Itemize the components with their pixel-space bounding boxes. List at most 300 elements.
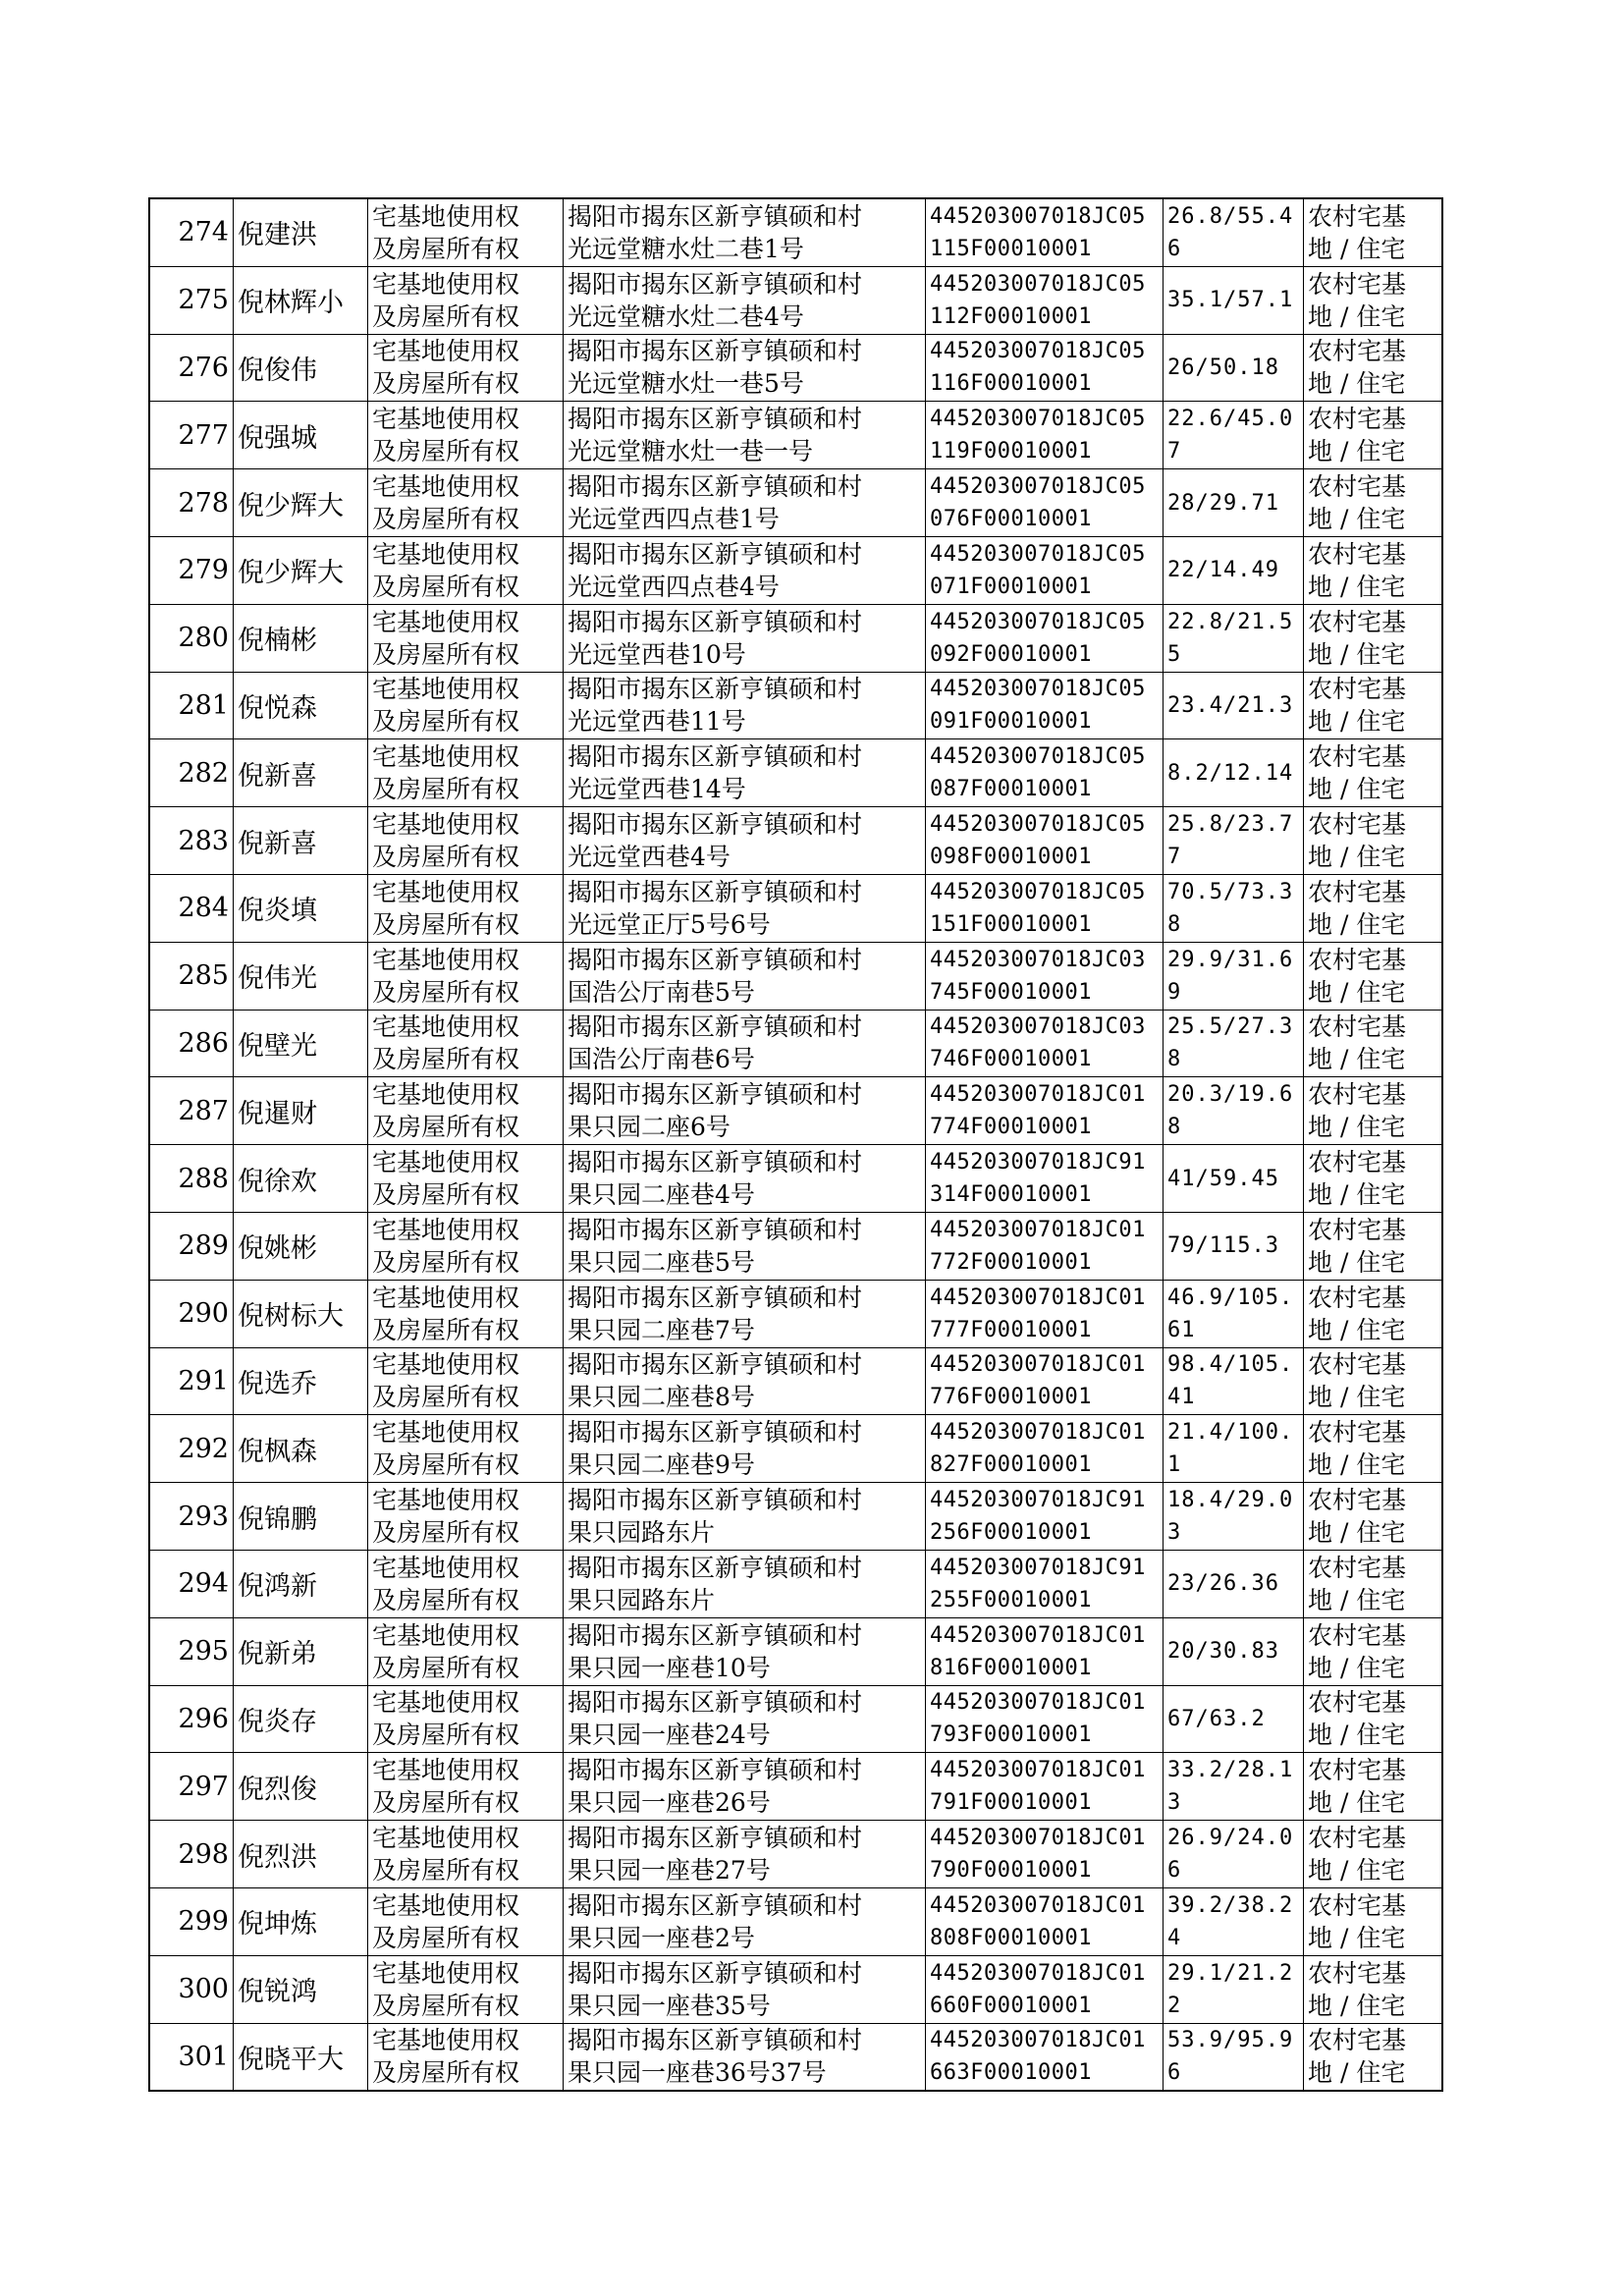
right-type-cell [368, 807, 564, 875]
right-type-cell [368, 1145, 564, 1213]
row-number-cell: 300 [149, 1955, 234, 2023]
land-use-cell [1304, 1077, 1443, 1145]
property-address-cell [564, 1617, 926, 1685]
row-number-cell: 298 [149, 1821, 234, 1888]
owner-name-cell: 倪晓平大 [234, 2023, 368, 2091]
property-address-line: 揭阳市揭东区新亨镇硕和村 [568, 1824, 863, 1853]
right-type-line: 宅基地使用权 [372, 405, 520, 434]
land-use-line: 地 / 住宅 [1308, 572, 1406, 601]
property-address-cell [564, 1550, 926, 1617]
right-type-cell [368, 334, 564, 402]
unit-code-line: 445203007018JC01 [930, 1826, 1146, 1851]
land-building-area-line: 29.1/21.2 [1167, 1960, 1294, 1986]
table-row [149, 1280, 1442, 1347]
table-row [149, 1415, 1442, 1483]
unit-code-line: 445203007018JC01 [930, 1960, 1146, 1986]
unit-code-line: 445203007018JC05 [930, 541, 1146, 567]
property-address-line: 光远堂西巷14号 [568, 775, 746, 804]
right-type-line: 宅基地使用权 [372, 1215, 520, 1244]
right-type-line: 及房屋所有权 [372, 1113, 520, 1142]
owner-name-cell: 倪新喜 [234, 739, 368, 807]
land-building-area-line: 20.3/19.6 [1167, 1082, 1294, 1108]
unit-code-cell [926, 334, 1164, 402]
unit-code-line: 445203007018JC05 [930, 812, 1146, 838]
owner-name-cell: 倪强城 [234, 402, 368, 469]
row-number-cell: 291 [149, 1347, 234, 1415]
property-address-line: 揭阳市揭东区新亨镇硕和村 [568, 945, 863, 974]
right-type-line: 及房屋所有权 [372, 1247, 520, 1277]
unit-code-cell [926, 1077, 1164, 1145]
property-address-line: 揭阳市揭东区新亨镇硕和村 [568, 1283, 863, 1312]
property-address-line: 光远堂西巷10号 [568, 639, 746, 669]
right-type-cell [368, 1415, 564, 1483]
property-address-line: 揭阳市揭东区新亨镇硕和村 [568, 1148, 863, 1177]
land-building-area-cell [1164, 469, 1304, 537]
land-use-line: 农村宅基 [1308, 1012, 1407, 1042]
property-address-cell [564, 469, 926, 537]
right-type-line: 及房屋所有权 [372, 1991, 520, 2020]
table-row [149, 1483, 1442, 1551]
property-address-line: 揭阳市揭东区新亨镇硕和村 [568, 472, 863, 502]
owner-name-cell: 倪姚彬 [234, 1212, 368, 1280]
land-building-area-line: 23.4/21.3 [1167, 692, 1294, 718]
property-address-cell [564, 1010, 926, 1077]
owner-name-cell: 倪少辉大 [234, 536, 368, 604]
right-type-line: 及房屋所有权 [372, 505, 520, 534]
land-building-area-cell [1164, 1887, 1304, 1955]
unit-code-line: 445203007018JC01 [930, 1892, 1146, 1918]
unit-code-cell [926, 1550, 1164, 1617]
land-use-line: 地 / 住宅 [1308, 1113, 1406, 1142]
owner-name-cell: 倪暹财 [234, 1077, 368, 1145]
property-address-cell [564, 1280, 926, 1347]
row-number-cell: 277 [149, 402, 234, 469]
property-address-line: 果只园一座巷10号 [568, 1653, 771, 1682]
land-use-line: 农村宅基 [1308, 1418, 1407, 1448]
right-type-line: 宅基地使用权 [372, 1620, 520, 1650]
unit-code-line: 445203007018JC01 [930, 1622, 1146, 1648]
row-number-cell: 296 [149, 1685, 234, 1753]
row-number-cell: 287 [149, 1077, 234, 1145]
unit-code-line: 772F00010001 [930, 1249, 1092, 1275]
unit-code-cell [926, 2023, 1164, 2091]
land-building-area-line: 4 [1167, 1925, 1182, 1950]
unit-code-line: 116F00010001 [930, 371, 1092, 397]
right-type-line: 及房屋所有权 [372, 977, 520, 1007]
property-address-cell [564, 942, 926, 1010]
land-use-cell [1304, 266, 1443, 334]
land-building-area-line: 41/59.45 [1167, 1166, 1279, 1191]
row-number-cell: 293 [149, 1483, 234, 1551]
unit-code-cell [926, 198, 1164, 266]
land-use-line: 地 / 住宅 [1308, 1721, 1406, 1750]
land-use-line: 地 / 住宅 [1308, 639, 1406, 669]
property-address-line: 揭阳市揭东区新亨镇硕和村 [568, 1350, 863, 1380]
land-use-line: 地 / 住宅 [1308, 707, 1406, 737]
table-row [149, 1347, 1442, 1415]
table-row [149, 1887, 1442, 1955]
unit-code-line: 314F00010001 [930, 1182, 1092, 1208]
land-use-line: 地 / 住宅 [1308, 1991, 1406, 2020]
land-use-cell [1304, 536, 1443, 604]
right-type-cell [368, 1010, 564, 1077]
land-use-cell [1304, 1010, 1443, 1077]
row-number-cell: 283 [149, 807, 234, 875]
owner-name-cell: 倪选乔 [234, 1347, 368, 1415]
unit-code-line: 445203007018JC03 [930, 1014, 1146, 1040]
property-address-line: 光远堂西巷11号 [568, 707, 746, 737]
right-type-line: 及房屋所有权 [372, 1315, 520, 1344]
property-address-line: 果只园一座巷2号 [568, 1923, 755, 1952]
property-address-line: 揭阳市揭东区新亨镇硕和村 [568, 1890, 863, 1920]
table-row [149, 536, 1442, 604]
right-type-line: 及房屋所有权 [372, 1923, 520, 1952]
right-type-line: 及房屋所有权 [372, 1383, 520, 1412]
land-building-area-cell [1164, 402, 1304, 469]
property-address-line: 果只园一座巷27号 [568, 1856, 771, 1885]
land-building-area-line: 26.8/55.4 [1167, 203, 1294, 229]
land-use-line: 农村宅基 [1308, 539, 1407, 569]
property-address-line: 揭阳市揭东区新亨镇硕和村 [568, 675, 863, 704]
unit-code-line: 255F00010001 [930, 1587, 1092, 1612]
land-use-line: 农村宅基 [1308, 2026, 1407, 2055]
land-building-area-line: 21.4/100. [1167, 1420, 1294, 1446]
unit-code-line: 445203007018JC05 [930, 609, 1146, 634]
land-use-line: 农村宅基 [1308, 1824, 1407, 1853]
property-address-line: 揭阳市揭东区新亨镇硕和村 [568, 810, 863, 840]
right-type-line: 宅基地使用权 [372, 1824, 520, 1853]
unit-code-cell [926, 672, 1164, 739]
land-use-cell [1304, 672, 1443, 739]
right-type-line: 及房屋所有权 [372, 1518, 520, 1548]
row-number-cell: 289 [149, 1212, 234, 1280]
right-type-line: 及房屋所有权 [372, 301, 520, 331]
property-address-line: 揭阳市揭东区新亨镇硕和村 [568, 269, 863, 299]
property-address-line: 揭阳市揭东区新亨镇硕和村 [568, 405, 863, 434]
property-address-line: 揭阳市揭东区新亨镇硕和村 [568, 742, 863, 772]
land-building-area-line: 22.8/21.5 [1167, 609, 1294, 634]
property-address-line: 揭阳市揭东区新亨镇硕和村 [568, 607, 863, 636]
unit-code-line: 445203007018JC01 [930, 1352, 1146, 1378]
right-type-line: 宅基地使用权 [372, 1688, 520, 1718]
land-building-area-line: 2 [1167, 1993, 1182, 2018]
land-building-area-cell [1164, 198, 1304, 266]
land-building-area-line: 20/30.83 [1167, 1639, 1279, 1665]
row-number-cell: 279 [149, 536, 234, 604]
land-building-area-cell [1164, 874, 1304, 942]
right-type-cell [368, 672, 564, 739]
unit-code-line: 791F00010001 [930, 1790, 1092, 1816]
property-address-line: 果只园二座巷8号 [568, 1383, 755, 1412]
land-use-line: 地 / 住宅 [1308, 977, 1406, 1007]
property-address-cell [564, 1955, 926, 2023]
land-use-cell [1304, 604, 1443, 672]
right-type-line: 宅基地使用权 [372, 1350, 520, 1380]
land-use-line: 地 / 住宅 [1308, 301, 1406, 331]
right-type-line: 宅基地使用权 [372, 1958, 520, 1988]
unit-code-line: 445203007018JC03 [930, 947, 1146, 972]
land-use-cell [1304, 1550, 1443, 1617]
right-type-line: 宅基地使用权 [372, 877, 520, 906]
right-type-cell [368, 198, 564, 266]
property-address-cell [564, 334, 926, 402]
land-building-area-line: 22.6/45.0 [1167, 407, 1294, 432]
land-use-line: 地 / 住宅 [1308, 1923, 1406, 1952]
right-type-line: 宅基地使用权 [372, 1012, 520, 1042]
unit-code-line: 745F00010001 [930, 979, 1092, 1005]
land-building-area-cell [1164, 1415, 1304, 1483]
land-building-area-line: 41 [1167, 1385, 1196, 1410]
land-building-area-cell [1164, 1821, 1304, 1888]
land-use-line: 地 / 住宅 [1308, 1518, 1406, 1548]
land-use-cell [1304, 402, 1443, 469]
land-building-area-cell [1164, 739, 1304, 807]
property-address-line: 光远堂糖水灶一巷一号 [568, 437, 814, 466]
unit-code-line: 445203007018JC01 [930, 1420, 1146, 1446]
land-use-line: 地 / 住宅 [1308, 234, 1406, 263]
owner-name-cell: 倪俊伟 [234, 334, 368, 402]
row-number-cell: 278 [149, 469, 234, 537]
property-address-line: 揭阳市揭东区新亨镇硕和村 [568, 1012, 863, 1042]
property-address-cell [564, 1145, 926, 1213]
land-building-area-cell [1164, 1617, 1304, 1685]
land-building-area-line: 1 [1167, 1452, 1182, 1478]
right-type-line: 及房屋所有权 [372, 707, 520, 737]
unit-code-line: 445203007018JC05 [930, 879, 1146, 904]
land-use-cell [1304, 807, 1443, 875]
land-use-line: 地 / 住宅 [1308, 1450, 1406, 1480]
right-type-cell [368, 1887, 564, 1955]
right-type-cell [368, 1077, 564, 1145]
land-building-area-cell [1164, 1077, 1304, 1145]
right-type-line: 及房屋所有权 [372, 572, 520, 601]
owner-name-cell: 倪树标大 [234, 1280, 368, 1347]
land-building-area-line: 53.9/95.9 [1167, 2028, 1294, 2053]
land-use-line: 农村宅基 [1308, 1350, 1407, 1380]
table-row [149, 334, 1442, 402]
row-number-cell: 292 [149, 1415, 234, 1483]
land-building-area-line: 8.2/12.14 [1167, 760, 1294, 786]
table-row [149, 1753, 1442, 1821]
unit-code-line: 777F00010001 [930, 1317, 1092, 1342]
unit-code-line: 663F00010001 [930, 2060, 1092, 2086]
unit-code-line: 445203007018JC01 [930, 1082, 1146, 1108]
land-building-area-line: 33.2/28.1 [1167, 1758, 1294, 1783]
property-address-line: 揭阳市揭东区新亨镇硕和村 [568, 337, 863, 366]
property-address-cell [564, 1347, 926, 1415]
land-use-cell [1304, 1617, 1443, 1685]
land-building-area-cell [1164, 2023, 1304, 2091]
table-row [149, 198, 1442, 266]
land-building-area-line: 61 [1167, 1317, 1196, 1342]
right-type-cell [368, 1280, 564, 1347]
land-use-line: 地 / 住宅 [1308, 1045, 1406, 1074]
land-building-area-cell [1164, 672, 1304, 739]
property-address-line: 揭阳市揭东区新亨镇硕和村 [568, 1620, 863, 1650]
unit-code-line: 087F00010001 [930, 777, 1092, 802]
land-use-line: 农村宅基 [1308, 877, 1407, 906]
right-type-line: 及房屋所有权 [372, 843, 520, 872]
unit-code-line: 660F00010001 [930, 1993, 1092, 2018]
property-address-line: 果只园路东片 [568, 1518, 716, 1548]
land-use-line: 农村宅基 [1308, 1620, 1407, 1650]
right-type-cell [368, 2023, 564, 2091]
land-building-area-line: 9 [1167, 979, 1182, 1005]
land-building-area-line: 3 [1167, 1790, 1182, 1816]
unit-code-line: 445203007018JC05 [930, 203, 1146, 229]
land-building-area-line: 22/14.49 [1167, 558, 1279, 583]
unit-code-line: 445203007018JC01 [930, 1217, 1146, 1242]
land-building-area-line: 7 [1167, 845, 1182, 870]
land-building-area-line: 6 [1167, 2060, 1182, 2086]
land-building-area-cell [1164, 1145, 1304, 1213]
owner-name-cell: 倪伟光 [234, 942, 368, 1010]
unit-code-cell [926, 536, 1164, 604]
row-number-cell: 285 [149, 942, 234, 1010]
land-use-cell [1304, 874, 1443, 942]
unit-code-line: 071F00010001 [930, 574, 1092, 599]
land-use-cell [1304, 1415, 1443, 1483]
land-building-area-line: 18.4/29.0 [1167, 1488, 1294, 1513]
unit-code-line: 091F00010001 [930, 709, 1092, 735]
right-type-line: 及房屋所有权 [372, 1045, 520, 1074]
land-building-area-line: 25.8/23.7 [1167, 812, 1294, 838]
unit-code-line: 445203007018JC05 [930, 271, 1146, 297]
right-type-line: 宅基地使用权 [372, 675, 520, 704]
owner-name-cell: 倪烈俊 [234, 1753, 368, 1821]
property-address-line: 揭阳市揭东区新亨镇硕和村 [568, 1553, 863, 1582]
land-building-area-line: 6 [1167, 1858, 1182, 1884]
row-number-cell: 299 [149, 1887, 234, 1955]
land-use-line: 农村宅基 [1308, 1890, 1407, 1920]
land-use-line: 地 / 住宅 [1308, 775, 1406, 804]
land-use-cell [1304, 1483, 1443, 1551]
unit-code-line: 119F00010001 [930, 439, 1092, 464]
right-type-line: 及房屋所有权 [372, 234, 520, 263]
property-address-cell [564, 1077, 926, 1145]
land-building-area-line: 6 [1167, 236, 1182, 261]
unit-code-cell [926, 469, 1164, 537]
land-building-area-line: 23/26.36 [1167, 1571, 1279, 1597]
land-use-cell [1304, 1685, 1443, 1753]
row-number-cell: 284 [149, 874, 234, 942]
table-row [149, 402, 1442, 469]
unit-code-cell [926, 1685, 1164, 1753]
land-building-area-line: 35.1/57.1 [1167, 288, 1294, 313]
table-row [149, 1145, 1442, 1213]
registration-table [148, 197, 1443, 2092]
land-use-cell [1304, 1347, 1443, 1415]
unit-code-line: 445203007018JC91 [930, 1150, 1146, 1175]
property-address-cell [564, 402, 926, 469]
right-type-cell [368, 942, 564, 1010]
unit-code-line: 445203007018JC91 [930, 1488, 1146, 1513]
unit-code-line: 776F00010001 [930, 1385, 1092, 1410]
property-address-line: 光远堂糖水灶一巷5号 [568, 369, 804, 399]
right-type-line: 宅基地使用权 [372, 269, 520, 299]
land-use-line: 农村宅基 [1308, 1283, 1407, 1312]
land-building-area-cell [1164, 604, 1304, 672]
unit-code-cell [926, 266, 1164, 334]
property-address-line: 光远堂西巷4号 [568, 843, 731, 872]
right-type-line: 宅基地使用权 [372, 742, 520, 772]
property-address-cell [564, 2023, 926, 2091]
owner-name-cell: 倪林辉小 [234, 266, 368, 334]
land-building-area-line: 8 [1167, 911, 1182, 937]
unit-code-line: 816F00010001 [930, 1655, 1092, 1680]
owner-name-cell: 倪悦森 [234, 672, 368, 739]
property-address-cell [564, 807, 926, 875]
unit-code-cell [926, 1280, 1164, 1347]
unit-code-cell [926, 1617, 1164, 1685]
property-address-line: 揭阳市揭东区新亨镇硕和村 [568, 1688, 863, 1718]
property-address-line: 揭阳市揭东区新亨镇硕和村 [568, 1418, 863, 1448]
property-address-line: 果只园二座巷5号 [568, 1247, 755, 1277]
owner-name-cell: 倪炎存 [234, 1685, 368, 1753]
right-type-line: 及房屋所有权 [372, 437, 520, 466]
land-building-area-cell [1164, 1955, 1304, 2023]
land-building-area-line: 70.5/73.3 [1167, 879, 1294, 904]
unit-code-line: 445203007018JC05 [930, 407, 1146, 432]
table-row [149, 2023, 1442, 2091]
right-type-cell [368, 1212, 564, 1280]
property-address-line: 果只园二座巷7号 [568, 1315, 755, 1344]
property-address-cell [564, 874, 926, 942]
property-address-cell [564, 1483, 926, 1551]
land-building-area-cell [1164, 1550, 1304, 1617]
property-address-line: 果只园一座巷36号37号 [568, 2058, 827, 2088]
unit-code-line: 445203007018JC01 [930, 2028, 1146, 2053]
right-type-line: 及房屋所有权 [372, 1856, 520, 1885]
property-address-line: 揭阳市揭东区新亨镇硕和村 [568, 1215, 863, 1244]
unit-code-line: 445203007018JC05 [930, 474, 1146, 500]
right-type-line: 宅基地使用权 [372, 2026, 520, 2055]
property-address-cell [564, 1753, 926, 1821]
right-type-cell [368, 536, 564, 604]
land-use-line: 地 / 住宅 [1308, 909, 1406, 939]
unit-code-cell [926, 1145, 1164, 1213]
land-use-line: 地 / 住宅 [1308, 505, 1406, 534]
row-number-cell: 294 [149, 1550, 234, 1617]
right-type-line: 及房屋所有权 [372, 775, 520, 804]
unit-code-line: 793F00010001 [930, 1722, 1092, 1748]
unit-code-line: 151F00010001 [930, 911, 1092, 937]
land-building-area-line: 26/50.18 [1167, 355, 1279, 380]
unit-code-line: 445203007018JC01 [930, 1758, 1146, 1783]
right-type-cell [368, 1753, 564, 1821]
table-row [149, 1077, 1442, 1145]
land-building-area-line: 26.9/24.0 [1167, 1826, 1294, 1851]
row-number-cell: 276 [149, 334, 234, 402]
land-building-area-line: 5 [1167, 641, 1182, 667]
right-type-line: 宅基地使用权 [372, 945, 520, 974]
right-type-line: 及房屋所有权 [372, 1450, 520, 1480]
unit-code-cell [926, 807, 1164, 875]
land-use-line: 农村宅基 [1308, 1215, 1407, 1244]
property-address-cell [564, 604, 926, 672]
land-use-line: 农村宅基 [1308, 1756, 1407, 1785]
row-number-cell: 281 [149, 672, 234, 739]
property-address-line: 光远堂西四点巷4号 [568, 572, 780, 601]
property-address-line: 光远堂糖水灶二巷4号 [568, 301, 804, 331]
land-use-line: 农村宅基 [1308, 337, 1407, 366]
property-address-line: 揭阳市揭东区新亨镇硕和村 [568, 1486, 863, 1515]
right-type-line: 宅基地使用权 [372, 1080, 520, 1110]
property-address-line: 光远堂糖水灶二巷1号 [568, 234, 804, 263]
property-address-line: 果只园一座巷26号 [568, 1788, 771, 1818]
property-address-cell [564, 1821, 926, 1888]
unit-code-cell [926, 874, 1164, 942]
